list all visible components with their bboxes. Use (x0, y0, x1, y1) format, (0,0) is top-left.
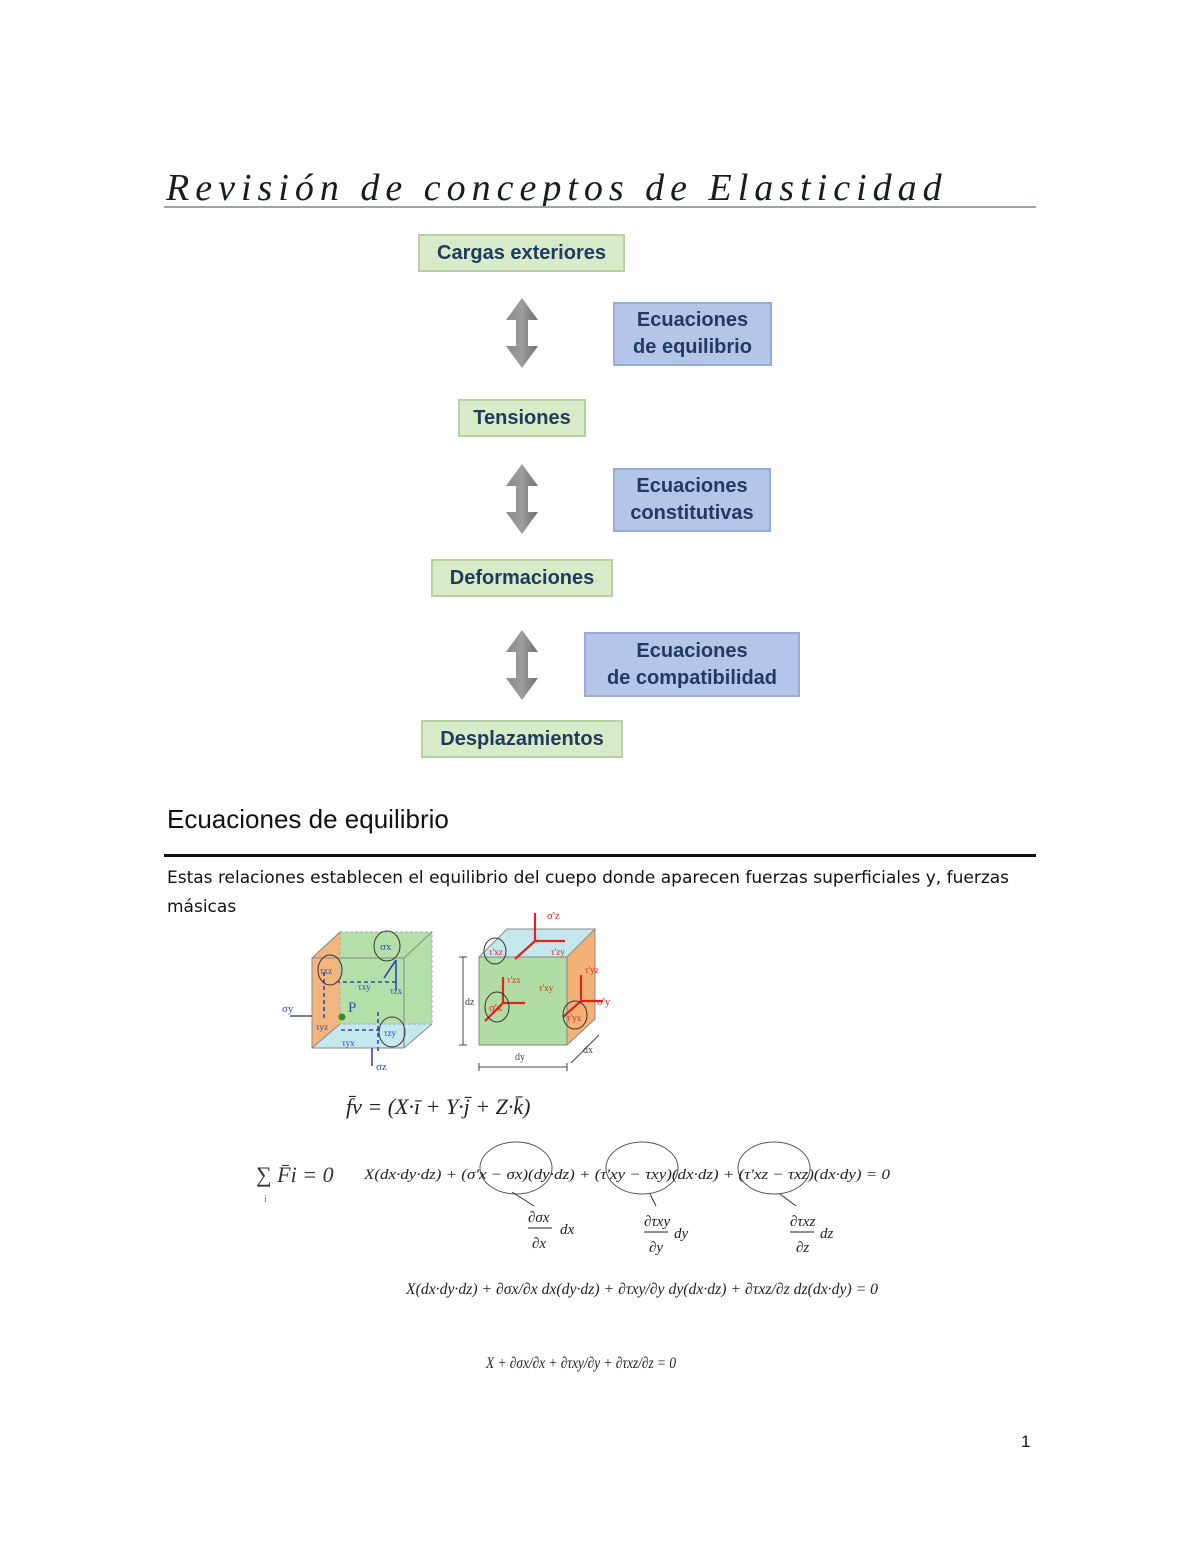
double-arrow-icon (506, 298, 538, 368)
sigma-y-label: σy (282, 1003, 294, 1015)
tau-yz-label: τyz (316, 1022, 329, 1032)
double-arrows (500, 296, 544, 706)
tau-zy-prime-label: τ'zy (551, 947, 565, 957)
box-ecuaciones-equilibrio: Ecuaciones de equilibrio (613, 302, 772, 366)
double-arrow-icon (506, 630, 538, 700)
tau-xz-label: τxz (320, 966, 333, 976)
document-title: Revisión de conceptos de Elasticidad (166, 167, 948, 209)
tau-zx-label: τzx (390, 986, 403, 996)
equation-3: X + ∂σx/∂x + ∂τxy/∂y + ∂τxz/∂z = 0 (485, 1355, 676, 1372)
equation-2: X(dx·dy·dz) + ∂σx/∂x dx(dy·dz) + ∂τxy/∂y dy(dx·dz) + ∂τxz/∂z dz(dx·dy) = 0 (405, 1281, 878, 1298)
sigma-x-prime-label: σ'x (489, 1002, 503, 1014)
sigma-x-label: σx (380, 941, 392, 953)
deriv-1-numerator: ∂σx (528, 1210, 550, 1226)
equilibrium-equations (250, 1088, 910, 1418)
box-tensiones: Tensiones (458, 399, 586, 437)
tau-zy-label: τzy (384, 1028, 397, 1038)
title-underline (164, 206, 1036, 208)
deriv-1-mult: dx (560, 1222, 575, 1238)
sigma-z-prime-label: σ'z (547, 910, 560, 922)
box-deformaciones: Deformaciones (431, 559, 613, 597)
tau-xy-label: τxy (358, 982, 371, 992)
dx-label: dx (583, 1045, 593, 1056)
sum-forces-label: ∑ F̄i = 0 (256, 1162, 334, 1187)
sigma-y-prime-label: σ'y (597, 996, 611, 1008)
tau-zx-prime-label: τ'zx (507, 975, 521, 985)
equation-1: X(dx·dy·dz) + (σ'x − σx)(dy·dz) + (τ'xy − τxy)(dx·dz) + (τ'xz − τxz)(dx·dy) = 0 (362, 1167, 891, 1183)
point-p-label: P (348, 1000, 357, 1016)
body-force-equation: f̄v = (X·ī + Y·j̄ + Z·k̄) (346, 1094, 531, 1119)
deriv-2-numerator: ∂τxy (644, 1214, 671, 1230)
section-heading: Ecuaciones de equilibrio (167, 804, 449, 834)
page-number: 1 (1021, 1432, 1031, 1451)
box-ecuaciones-compatibilidad: Ecuaciones de compatibilidad (584, 632, 800, 697)
sum-subscript: i (264, 1194, 267, 1205)
tau-xz-prime-label: τ'xz (489, 947, 503, 957)
double-arrow-icon (506, 464, 538, 534)
dz-label: dz (465, 997, 475, 1008)
tau-yz-prime-label: τ'yz (585, 965, 599, 975)
tau-xy-prime-label: τ'xy (539, 983, 554, 993)
box-ecuaciones-constitutivas: Ecuaciones constitutivas (613, 468, 771, 532)
tau-yx-label: τyx (342, 1038, 355, 1048)
box-cargas-exteriores: Cargas exteriores (418, 234, 625, 272)
dy-label: dy (515, 1052, 525, 1063)
stress-cube-right (455, 905, 625, 1075)
deriv-3-denominator: ∂z (796, 1240, 810, 1256)
section-rule (164, 854, 1036, 857)
box-desplazamientos: Desplazamientos (421, 720, 623, 758)
deriv-1-denominator: ∂x (532, 1236, 547, 1252)
tau-yx-prime-label: τ'yx (567, 1013, 582, 1023)
stress-cube-left (280, 920, 450, 1075)
sigma-z-label: σz (376, 1061, 387, 1073)
deriv-3-numerator: ∂τxz (790, 1214, 816, 1230)
deriv-2-mult: dy (674, 1226, 689, 1242)
section-paragraph: Estas relaciones establecen el equilibrio del cuepo donde aparecen fuerzas superficiales y, fuerzas másicas (167, 868, 1010, 917)
deriv-3-mult: dz (820, 1226, 834, 1242)
deriv-2-denominator: ∂y (649, 1240, 664, 1256)
